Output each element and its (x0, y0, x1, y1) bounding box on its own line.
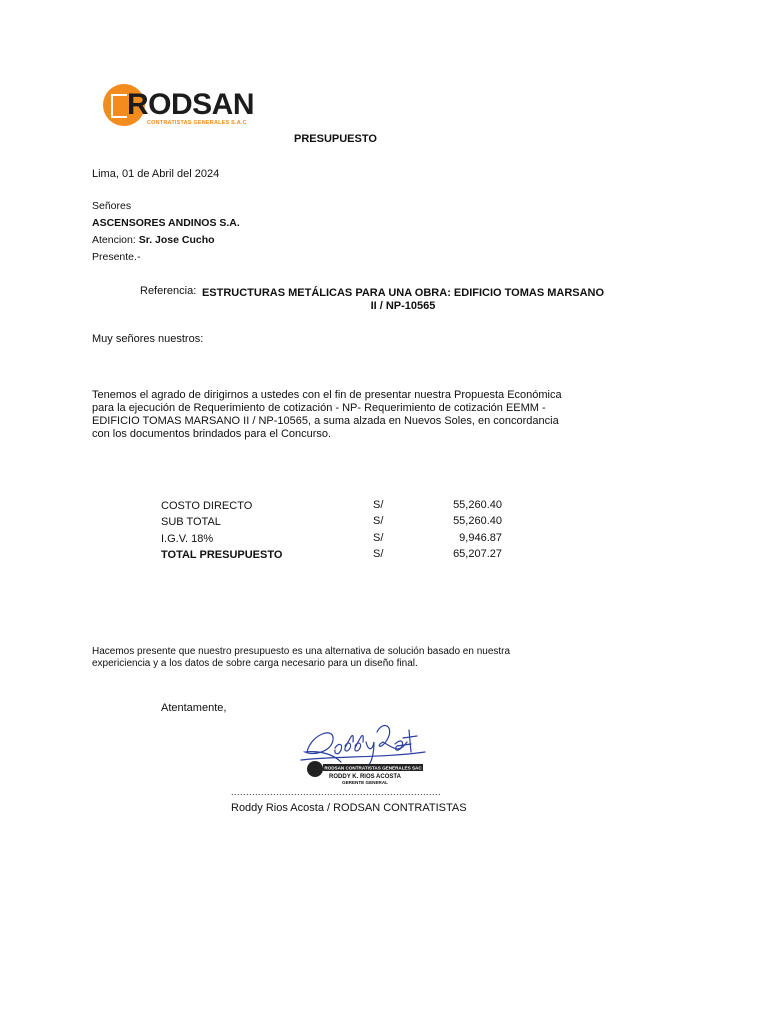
logo-wordmark: RODSAN (127, 88, 255, 121)
recipient-attention (92, 234, 215, 247)
budget-row-label: SUB TOTAL (161, 516, 221, 528)
budget-row-amount: 9,946.87 (459, 532, 502, 544)
budget-row-currency: S/ (373, 499, 384, 511)
stamp-company: RODSAN CONTRATISTAS GENERALES SAC (324, 765, 422, 771)
company-stamp (307, 761, 423, 785)
budget-row-label: I.G.V. 18% (161, 533, 214, 545)
recipient-company: ASCENSORES ANDINOS S.A. (92, 217, 240, 229)
budget-row-amount: 55,260.40 (453, 499, 502, 511)
document-title: PRESUPUESTO (294, 133, 377, 145)
logo-building-icon (111, 94, 127, 118)
budget-row-amount: 55,260.40 (453, 515, 502, 527)
reference-text: ESTRUCTURAS METÁLICAS PARA UNA OBRA: EDIFICIO TOMAS MARSANO II / NP-10565 (201, 287, 605, 312)
handwritten-signature-icon (283, 712, 433, 794)
reference-label: Referencia: (140, 285, 197, 297)
budget-total-label: TOTAL PRESUPUESTO (161, 549, 283, 561)
greeting: Muy señores nuestros: (92, 333, 204, 345)
budget-row-label: COSTO DIRECTO (161, 500, 253, 512)
intro-paragraph: Tenemos el agrado de dirigirnos a ustedes con el fin de presentar nuestra Propuesta Económica para la ejecución de Requerimiento de cotización - NP- Requerimiento de cotización EEMM - EDIFICIO TOMAS MARSANO II / NP-10565, a suma alzada en Nuevos Soles, en concordancia con los documentos brindados para el Concurso. (92, 389, 562, 440)
farewell: Atentamente, (161, 702, 227, 714)
signature-stamp (283, 712, 433, 794)
recipient-salutation: Señores (92, 200, 132, 212)
company-logo (103, 84, 255, 130)
budget-row-currency: S/ (373, 515, 384, 527)
stamp-name: RODDY K. RIOS ACOSTA (329, 774, 401, 780)
budget-row-currency: S/ (373, 532, 384, 544)
signature-line: ...................................................................... (231, 787, 442, 797)
date-line: Lima, 01 de Abril del 2024 (92, 168, 220, 180)
logo-subtitle: CONTRATISTAS GENERALES S.A.C (147, 120, 247, 126)
attention-name: Sr. Jose Cucho (138, 234, 215, 246)
budget-total-amount: 65,207.27 (453, 548, 502, 560)
attention-label: Atencion: (92, 234, 139, 246)
stamp-role: GERENTE GENERAL (342, 780, 388, 785)
closing-note: Hacemos presente que nuestro presupuesto es una alternativa de solución basado en nuestra expericiencia y a los datos de sobre carga necesario para un diseño final. (92, 646, 511, 669)
recipient-present: Presente.- (92, 251, 141, 263)
signer-name: Roddy Rios Acosta / RODSAN CONTRATISTAS (231, 802, 467, 814)
budget-total-currency: S/ (373, 548, 384, 560)
